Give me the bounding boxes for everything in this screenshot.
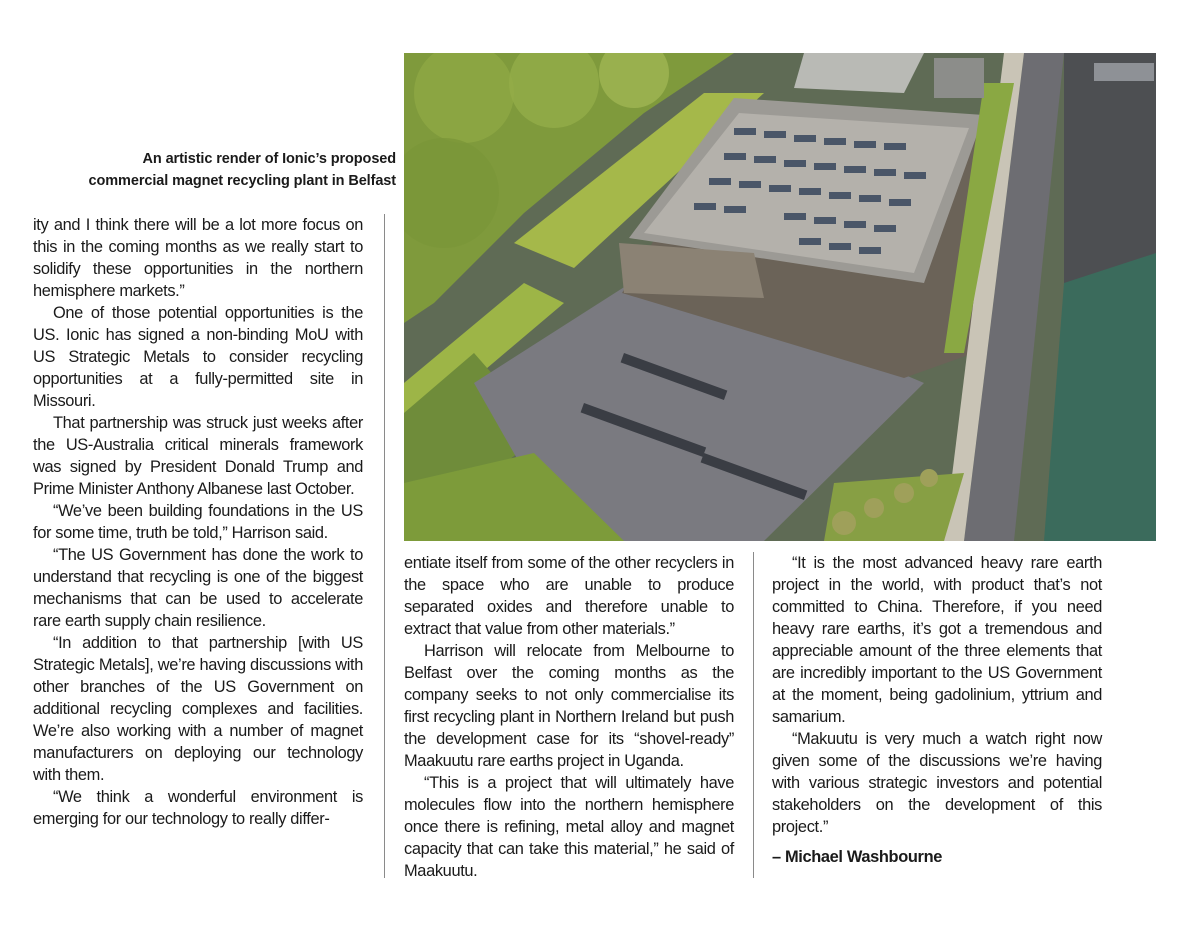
paragraph: “The US Government has done the work to understand that recycling is one of the biggest mechanisms that can be used to accelerate rare earth supply chain resilience. [33, 546, 363, 630]
paragraph: “Makuutu is very much a watch right now given some of the discussions we’re having with various strategic investors and potential stakeholders on the development of this project.” [772, 730, 1102, 836]
article-column-1 [33, 214, 363, 830]
paragraph: “We’ve been building foundations in the US for some time, truth be told,” Harrison said. [33, 502, 363, 542]
photo-caption [40, 148, 396, 192]
aerial-render-image [404, 53, 1156, 541]
column-rule-2 [753, 552, 754, 878]
paragraph: ity and I think there will be a lot more focus on this in the coming months as we really start to solidify these opportunities in the northern hemisphere markets.” [33, 216, 363, 300]
paragraph: entiate itself from some of the other recyclers in the space who are unable to produce separated oxides and therefore unable to extract that value from other materials.” [404, 554, 734, 638]
article-column-2 [404, 552, 734, 882]
paragraph: That partnership was struck just weeks after the US-Australia critical minerals framework was signed by President Donald Trump and Prime Minister Anthony Albanese last October. [33, 414, 363, 498]
column-rule-1 [384, 214, 385, 878]
caption-line-2: commercial magnet recycling plant in Belfast [88, 173, 396, 189]
author-byline: – Michael Washbourne [772, 848, 942, 866]
paragraph: “We think a wonderful environment is emerging for our technology to really differ- [33, 788, 363, 828]
article-column-3 [772, 552, 1102, 868]
paragraph: “It is the most advanced heavy rare earth project in the world, with product that’s not committed to China. Therefore, if you need heavy rare earths, it’s got a tremendous and appreciable amount of the three elements that are incredibly important to the US Government at the moment, being gadolinium, yttrium and samarium. [772, 554, 1102, 726]
paragraph: “In addition to that partnership [with US Strategic Metals], we’re having discussions with other branches of the US Government on additional recycling complexes and facilities. We’re also working with a number of magnet manufacturers on deploying our technology with them. [33, 634, 363, 784]
paragraph: Harrison will relocate from Melbourne to Belfast over the coming months as the company seeks to not only commercialise its first recycling plant in Northern Ireland but push the development case for its “shovel-ready” Maakuutu rare earths project in Uganda. [404, 642, 734, 770]
paragraph: “This is a project that will ultimately have molecules flow into the northern hemisphere once there is refining, metal alloy and magnet capacity that can take this material,” he said of Maakuutu. [404, 774, 734, 880]
paragraph: One of those potential opportunities is the US. Ionic has signed a non-binding MoU with US Strategic Metals to consider recycling opportunities at a fully-permitted site in Missouri. [33, 304, 363, 410]
caption-line-1: An artistic render of Ionic’s proposed [142, 151, 396, 167]
